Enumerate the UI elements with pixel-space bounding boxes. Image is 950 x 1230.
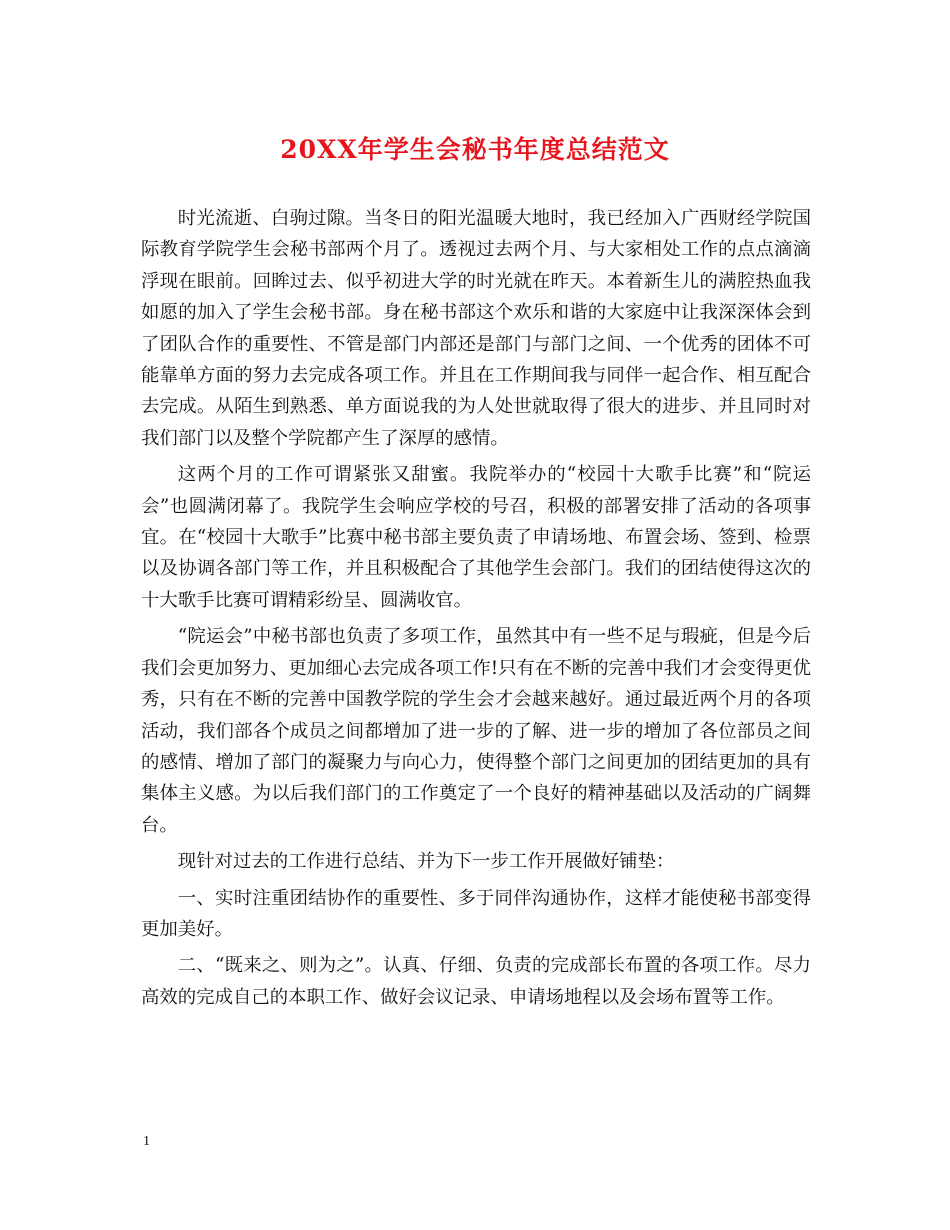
document-body [141,203,811,1018]
document-title: 20XX年学生会秘书年度总结范文 [280,135,670,164]
paragraph-1: 时光流逝、白驹过隙。当冬日的阳光温暖大地时，我已经加入广西财经学院国际教育学院学生会秘书部两个月了。透视过去两个月、与大家相处工作的点点滴滴浮现在眼前。回眸过去、似乎初进大学的时光就在昨天。本着新生儿的满腔热血我如愿的加入了学生会秘书部。身在秘书部这个欢乐和谐的大家庭中让我深深体会到了团队合作的重要性、不管是部门内部还是部门与部门之间、一个优秀的团体不可能靠单方面的努力去完成各项工作。并且在工作期间我与同伴一起合作、相互配合去完成。从陌生到熟悉、单方面说我的为人处世就取得了很大的进步、并且同时对我们部门以及整个学院都产生了深厚的感情。 [141,208,811,449]
paragraph-3: “院运会”中秘书部也负责了多项工作，虽然其中有一些不足与瑕疵，但是今后我们会更加努力、更加细心去完成各项工作!只有在不断的完善中我们才会变得更优秀，只有在不断的完善中国教学院的学生会才会越来越好。通过最近两个月的各项活动，我们部各个成员之间都增加了进一步的了解、进一步的增加了各位部员之间的感情、增加了部门的凝聚力与向心力，使得整个部门之间更加的团结更加的具有集体主义感。为以后我们部门的工作奠定了一个良好的精神基础以及活动的广阔舞台。 [141,626,811,836]
paragraph-5: 一、实时注重团结协作的重要性、多于同伴沟通协作，这样才能使秘书部变得更加美好。 [141,887,811,940]
page-number: 1 [143,1134,150,1149]
paragraph-6: 二、“既来之、则为之”。认真、仔细、负责的完成部长布置的各项工作。尽力高效的完成自己的本职工作、做好会议记录、申请场地程以及会场布置等工作。 [141,955,811,1008]
paragraph-2: 这两个月的工作可谓紧张又甜蜜。我院举办的“校园十大歌手比赛”和“院运会”也圆满闭幕了。我院学生会响应学校的号召，积极的部署安排了活动的各项事宜。在“校园十大歌手”比赛中秘书部主要负责了申请场地、布置会场、签到、检票以及协调各部门等工作，并且积极配合了其他学生会部门。我们的团结使得这次的十大歌手比赛可谓精彩纷呈、圆满收官。 [141,464,811,611]
paragraph-4: 现针对过去的工作进行总结、并为下一步工作开展做好铺垫： [177,851,675,873]
